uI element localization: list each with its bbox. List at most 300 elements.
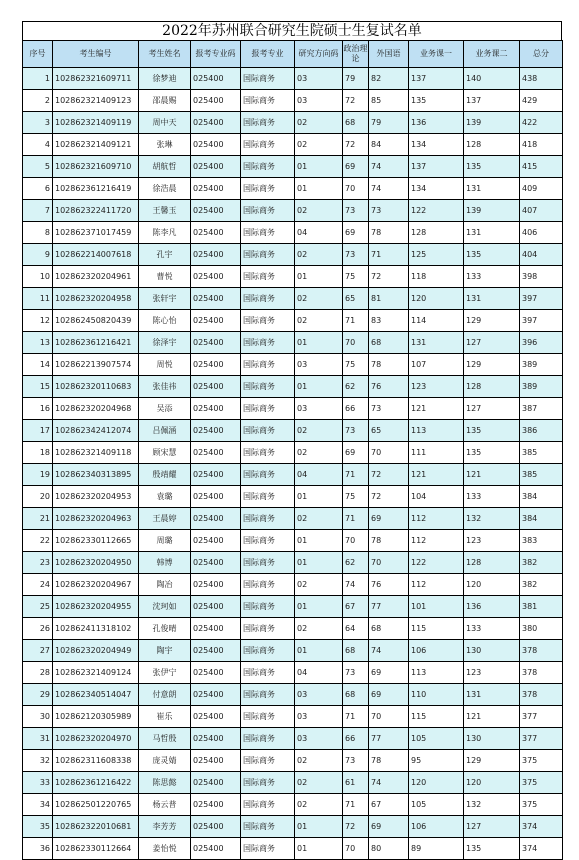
direction-code-cell: 03 [295,728,343,750]
seq-cell: 18 [23,442,53,464]
header-cell: 总分 [520,41,563,68]
seq-cell: 9 [23,244,53,266]
major-cell: 国际商务 [241,420,295,442]
subject-one-cell: 112 [409,530,464,552]
exam-id-cell: 102862120305989 [53,706,139,728]
table-row [23,420,563,442]
exam-id-cell: 102862330112665 [53,530,139,552]
subject-two-cell: 137 [464,90,520,112]
total-cell: 375 [520,794,563,816]
politics-cell: 64 [343,618,369,640]
politics-cell: 74 [343,574,369,596]
direction-code-cell: 02 [295,288,343,310]
direction-code-cell: 02 [295,420,343,442]
major-code-cell: 025400 [191,838,241,860]
total-cell: 375 [520,772,563,794]
exam-id-cell: 102862361216421 [53,332,139,354]
major-code-cell: 025400 [191,134,241,156]
major-code-cell: 025400 [191,244,241,266]
subject-one-cell: 112 [409,508,464,530]
seq-cell: 20 [23,486,53,508]
major-cell: 国际商务 [241,508,295,530]
name-cell: 王馨玉 [139,200,191,222]
politics-cell: 66 [343,398,369,420]
major-code-cell: 025400 [191,640,241,662]
politics-cell: 70 [343,530,369,552]
subject-one-cell: 136 [409,112,464,134]
name-cell: 吕佩涵 [139,420,191,442]
major-code-cell: 025400 [191,464,241,486]
exam-id-cell: 102862322411720 [53,200,139,222]
subject-two-cell: 131 [464,684,520,706]
major-code-cell: 025400 [191,662,241,684]
total-cell: 382 [520,552,563,574]
header-row [23,41,563,68]
major-cell: 国际商务 [241,486,295,508]
total-cell: 374 [520,838,563,860]
subject-two-cell: 139 [464,112,520,134]
header-cell: 政治理论 [343,41,369,68]
subject-two-cell: 135 [464,420,520,442]
direction-code-cell: 03 [295,354,343,376]
politics-cell: 73 [343,662,369,684]
direction-code-cell: 01 [295,640,343,662]
total-cell: 389 [520,354,563,376]
seq-cell: 24 [23,574,53,596]
total-cell: 397 [520,288,563,310]
politics-cell: 72 [343,134,369,156]
major-cell: 国际商务 [241,838,295,860]
foreign-language-cell: 67 [369,794,409,816]
total-cell: 404 [520,244,563,266]
direction-code-cell: 02 [295,750,343,772]
direction-code-cell: 02 [295,442,343,464]
politics-cell: 68 [343,112,369,134]
exam-id-cell: 102862342412074 [53,420,139,442]
name-cell: 吴添 [139,398,191,420]
major-cell: 国际商务 [241,112,295,134]
direction-code-cell: 02 [295,200,343,222]
name-cell: 殷靖耀 [139,464,191,486]
table-row [23,618,563,640]
subject-one-cell: 122 [409,200,464,222]
total-cell: 378 [520,640,563,662]
seq-cell: 17 [23,420,53,442]
total-cell: 438 [520,68,563,90]
name-cell: 马哲殷 [139,728,191,750]
foreign-language-cell: 76 [369,376,409,398]
table-row [23,750,563,772]
direction-code-cell: 04 [295,662,343,684]
major-code-cell: 025400 [191,728,241,750]
name-cell: 徐梦迪 [139,68,191,90]
major-code-cell: 025400 [191,376,241,398]
table-body [23,68,563,860]
foreign-language-cell: 78 [369,354,409,376]
subject-one-cell: 106 [409,640,464,662]
major-code-cell: 025400 [191,354,241,376]
foreign-language-cell: 78 [369,222,409,244]
exam-id-cell: 102862321609711 [53,68,139,90]
table-row [23,332,563,354]
seq-cell: 5 [23,156,53,178]
subject-two-cell: 132 [464,794,520,816]
subject-two-cell: 121 [464,464,520,486]
direction-code-cell: 01 [295,552,343,574]
exam-id-cell: 102862311608338 [53,750,139,772]
name-cell: 胡航哲 [139,156,191,178]
table-row [23,684,563,706]
major-code-cell: 025400 [191,332,241,354]
total-cell: 377 [520,728,563,750]
table-row [23,244,563,266]
name-cell: 张轩宇 [139,288,191,310]
total-cell: 378 [520,684,563,706]
major-code-cell: 025400 [191,200,241,222]
table-row [23,728,563,750]
major-cell: 国际商务 [241,310,295,332]
major-code-cell: 025400 [191,442,241,464]
exam-id-cell: 102862321609710 [53,156,139,178]
direction-code-cell: 03 [295,684,343,706]
major-cell: 国际商务 [241,684,295,706]
foreign-language-cell: 68 [369,618,409,640]
subject-two-cell: 129 [464,310,520,332]
politics-cell: 65 [343,288,369,310]
subject-one-cell: 112 [409,574,464,596]
subject-one-cell: 114 [409,310,464,332]
politics-cell: 70 [343,332,369,354]
total-cell: 384 [520,508,563,530]
name-cell: 陈心怡 [139,310,191,332]
header-cell: 外国语 [369,41,409,68]
subject-one-cell: 105 [409,728,464,750]
exam-id-cell: 102862214007618 [53,244,139,266]
table-row [23,706,563,728]
subject-one-cell: 120 [409,288,464,310]
major-code-cell: 025400 [191,178,241,200]
seq-cell: 1 [23,68,53,90]
subject-two-cell: 135 [464,244,520,266]
major-code-cell: 025400 [191,794,241,816]
name-cell: 周璐 [139,530,191,552]
major-code-cell: 025400 [191,90,241,112]
seq-cell: 7 [23,200,53,222]
table-row [23,596,563,618]
major-code-cell: 025400 [191,112,241,134]
name-cell: 顾宋慧 [139,442,191,464]
foreign-language-cell: 68 [369,332,409,354]
header-cell: 报考专业码 [191,41,241,68]
major-cell: 国际商务 [241,156,295,178]
politics-cell: 73 [343,420,369,442]
subject-two-cell: 130 [464,728,520,750]
total-cell: 384 [520,486,563,508]
seq-cell: 27 [23,640,53,662]
foreign-language-cell: 74 [369,156,409,178]
major-code-cell: 025400 [191,596,241,618]
seq-cell: 11 [23,288,53,310]
subject-one-cell: 134 [409,178,464,200]
name-cell: 周悦 [139,354,191,376]
table-row [23,376,563,398]
exam-id-cell: 102862450820439 [53,310,139,332]
direction-code-cell: 03 [295,68,343,90]
seq-cell: 22 [23,530,53,552]
foreign-language-cell: 71 [369,244,409,266]
direction-code-cell: 02 [295,134,343,156]
politics-cell: 73 [343,244,369,266]
total-cell: 422 [520,112,563,134]
subject-one-cell: 89 [409,838,464,860]
name-cell: 孔宇 [139,244,191,266]
major-code-cell: 025400 [191,156,241,178]
major-code-cell: 025400 [191,398,241,420]
exam-id-cell: 102862340514047 [53,684,139,706]
major-code-cell: 025400 [191,706,241,728]
major-cell: 国际商务 [241,200,295,222]
major-cell: 国际商务 [241,376,295,398]
politics-cell: 71 [343,310,369,332]
seq-cell: 13 [23,332,53,354]
table-row [23,398,563,420]
major-cell: 国际商务 [241,68,295,90]
name-cell: 付意朗 [139,684,191,706]
major-cell: 国际商务 [241,618,295,640]
major-code-cell: 025400 [191,574,241,596]
major-cell: 国际商务 [241,706,295,728]
direction-code-cell: 02 [295,618,343,640]
subject-one-cell: 121 [409,398,464,420]
name-cell: 张伊宁 [139,662,191,684]
politics-cell: 69 [343,222,369,244]
total-cell: 385 [520,442,563,464]
name-cell: 邵晨赐 [139,90,191,112]
subject-one-cell: 122 [409,552,464,574]
table-row [23,68,563,90]
exam-id-cell: 102862320204955 [53,596,139,618]
subject-two-cell: 129 [464,354,520,376]
major-cell: 国际商务 [241,728,295,750]
major-cell: 国际商务 [241,90,295,112]
major-cell: 国际商务 [241,134,295,156]
politics-cell: 79 [343,68,369,90]
table-row [23,464,563,486]
major-cell: 国际商务 [241,816,295,838]
name-cell: 曹悦 [139,266,191,288]
name-cell: 陈思懿 [139,772,191,794]
exam-id-cell: 102862501220765 [53,794,139,816]
subject-one-cell: 135 [409,90,464,112]
exam-id-cell: 102862321409119 [53,112,139,134]
major-cell: 国际商务 [241,794,295,816]
foreign-language-cell: 70 [369,552,409,574]
major-code-cell: 025400 [191,266,241,288]
total-cell: 375 [520,750,563,772]
total-cell: 377 [520,706,563,728]
foreign-language-cell: 69 [369,508,409,530]
header-cell: 业务课一 [409,41,464,68]
total-cell: 380 [520,618,563,640]
exam-id-cell: 102862320204958 [53,288,139,310]
subject-two-cell: 139 [464,200,520,222]
major-cell: 国际商务 [241,750,295,772]
total-cell: 382 [520,574,563,596]
direction-code-cell: 03 [295,90,343,112]
seq-cell: 15 [23,376,53,398]
major-code-cell: 025400 [191,222,241,244]
major-code-cell: 025400 [191,772,241,794]
foreign-language-cell: 74 [369,772,409,794]
subject-one-cell: 134 [409,134,464,156]
major-code-cell: 025400 [191,68,241,90]
name-cell: 周中天 [139,112,191,134]
table-row [23,662,563,684]
total-cell: 398 [520,266,563,288]
total-cell: 407 [520,200,563,222]
politics-cell: 71 [343,794,369,816]
subject-one-cell: 115 [409,706,464,728]
subject-one-cell: 111 [409,442,464,464]
subject-one-cell: 121 [409,464,464,486]
name-cell: 王晨婷 [139,508,191,530]
foreign-language-cell: 72 [369,464,409,486]
major-cell: 国际商务 [241,596,295,618]
subject-two-cell: 128 [464,376,520,398]
subject-one-cell: 128 [409,222,464,244]
direction-code-cell: 01 [295,332,343,354]
subject-two-cell: 130 [464,640,520,662]
total-cell: 387 [520,398,563,420]
exam-id-cell: 102862320204953 [53,486,139,508]
header-cell: 业务课二 [464,41,520,68]
foreign-language-cell: 73 [369,200,409,222]
candidate-table [22,40,563,860]
subject-two-cell: 131 [464,178,520,200]
direction-code-cell: 01 [295,530,343,552]
total-cell: 406 [520,222,563,244]
exam-id-cell: 102862320204967 [53,574,139,596]
major-cell: 国际商务 [241,552,295,574]
subject-one-cell: 120 [409,772,464,794]
subject-two-cell: 128 [464,134,520,156]
major-cell: 国际商务 [241,288,295,310]
table-row [23,508,563,530]
header-cell: 序号 [23,41,53,68]
direction-code-cell: 02 [295,794,343,816]
seq-cell: 19 [23,464,53,486]
direction-code-cell: 02 [295,244,343,266]
seq-cell: 4 [23,134,53,156]
exam-id-cell: 102862321409124 [53,662,139,684]
major-cell: 国际商务 [241,530,295,552]
politics-cell: 75 [343,354,369,376]
seq-cell: 26 [23,618,53,640]
name-cell: 陈李凡 [139,222,191,244]
seq-cell: 30 [23,706,53,728]
name-cell: 沈珂如 [139,596,191,618]
table-row [23,90,563,112]
total-cell: 409 [520,178,563,200]
foreign-language-cell: 77 [369,728,409,750]
score-sheet [22,21,562,860]
direction-code-cell: 02 [295,112,343,134]
subject-one-cell: 107 [409,354,464,376]
politics-cell: 75 [343,266,369,288]
table-row [23,156,563,178]
exam-id-cell: 102862361216422 [53,772,139,794]
major-cell: 国际商务 [241,266,295,288]
major-cell: 国际商务 [241,222,295,244]
direction-code-cell: 01 [295,266,343,288]
foreign-language-cell: 72 [369,486,409,508]
table-row [23,530,563,552]
total-cell: 386 [520,420,563,442]
total-cell: 415 [520,156,563,178]
foreign-language-cell: 80 [369,838,409,860]
subject-two-cell: 131 [464,222,520,244]
subject-one-cell: 125 [409,244,464,266]
table-row [23,354,563,376]
exam-id-cell: 102862322010681 [53,816,139,838]
direction-code-cell: 01 [295,178,343,200]
direction-code-cell: 02 [295,574,343,596]
seq-cell: 8 [23,222,53,244]
seq-cell: 28 [23,662,53,684]
name-cell: 李芳芳 [139,816,191,838]
politics-cell: 72 [343,816,369,838]
exam-id-cell: 102862213907574 [53,354,139,376]
major-code-cell: 025400 [191,420,241,442]
direction-code-cell: 01 [295,596,343,618]
subject-one-cell: 105 [409,794,464,816]
politics-cell: 72 [343,90,369,112]
politics-cell: 68 [343,640,369,662]
politics-cell: 70 [343,178,369,200]
foreign-language-cell: 77 [369,596,409,618]
direction-code-cell: 01 [295,376,343,398]
foreign-language-cell: 69 [369,662,409,684]
foreign-language-cell: 69 [369,684,409,706]
header-cell: 报考专业 [241,41,295,68]
politics-cell: 69 [343,156,369,178]
subject-one-cell: 95 [409,750,464,772]
direction-code-cell: 02 [295,310,343,332]
table-row [23,310,563,332]
politics-cell: 61 [343,772,369,794]
politics-cell: 68 [343,684,369,706]
major-code-cell: 025400 [191,508,241,530]
subject-one-cell: 110 [409,684,464,706]
direction-code-cell: 01 [295,816,343,838]
major-code-cell: 025400 [191,684,241,706]
direction-code-cell: 03 [295,706,343,728]
foreign-language-cell: 81 [369,288,409,310]
major-cell: 国际商务 [241,244,295,266]
exam-id-cell: 102862320204963 [53,508,139,530]
exam-id-cell: 102862320204961 [53,266,139,288]
seq-cell: 25 [23,596,53,618]
table-row [23,288,563,310]
name-cell: 杨云普 [139,794,191,816]
exam-id-cell: 102862320204970 [53,728,139,750]
exam-id-cell: 102862321409118 [53,442,139,464]
foreign-language-cell: 74 [369,640,409,662]
total-cell: 418 [520,134,563,156]
exam-id-cell: 102862320204950 [53,552,139,574]
subject-two-cell: 120 [464,574,520,596]
politics-cell: 62 [343,376,369,398]
